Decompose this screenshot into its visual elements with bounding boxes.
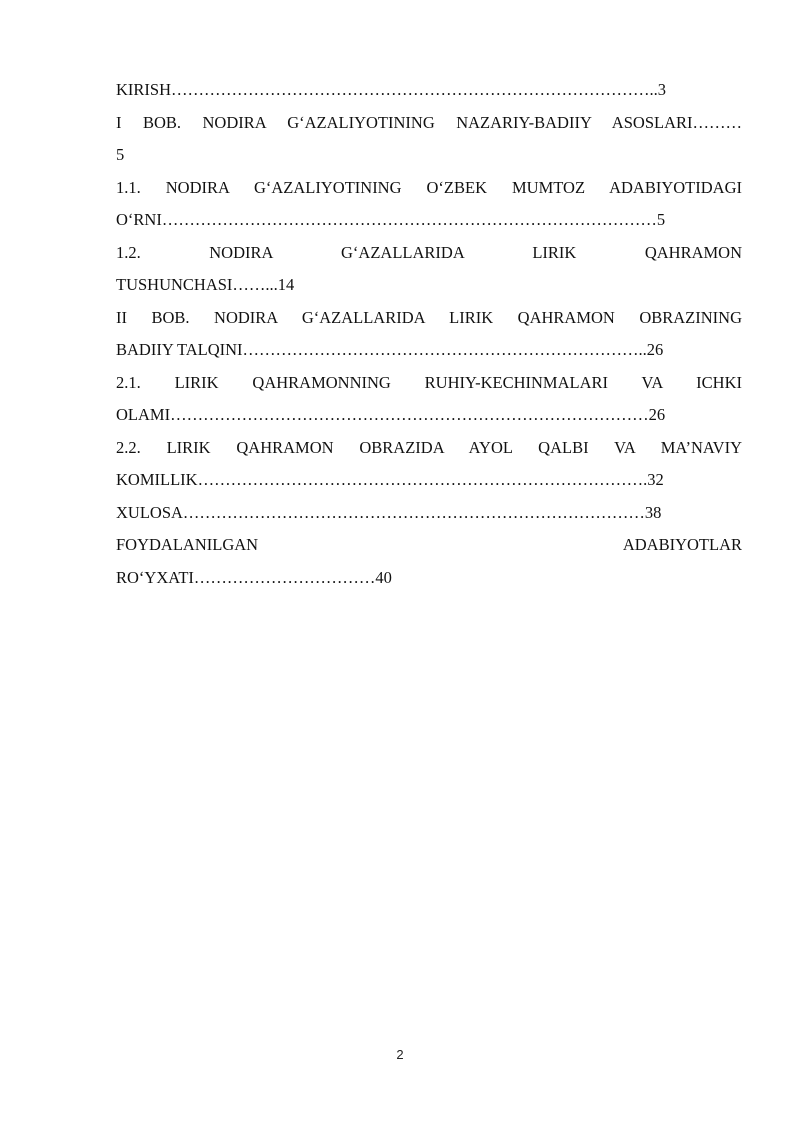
toc-entry-section-2-1-page: OLAMI……………………………………………………………………………26	[116, 405, 666, 424]
toc-entry-references-title: FOYDALANILGAN ADABIYOTLAR	[116, 535, 742, 554]
toc-entry-section-1-1-page: O‘RNI………………………………………………………………………………5	[116, 210, 666, 229]
toc-entry-section-1-2-page: TUSHUNCHASI……...14	[116, 275, 295, 294]
toc-entry-section-2-1-title: 2.1. LIRIK QAHRAMONNING RUHIY-KECHINMALARI VA ICHKI	[116, 372, 742, 392]
toc-entry-kirish: KIRISH……………………………………………………………………………..3	[116, 80, 667, 99]
page-number: 2	[396, 1047, 404, 1062]
toc-entry-references-page: RO‘YXATI……………………………40	[116, 567, 392, 587]
toc-entry-section-2-2-page: KOMILLIK……………………………………………………………………….32	[116, 470, 664, 489]
table-of-contents	[116, 74, 742, 594]
toc-entry-section-1-1-title: 1.1. NODIRA G‘AZALIYOTINING O‘ZBEK MUMTOZ ADABIYOTIDAGI	[116, 177, 742, 197]
toc-entry-section-2-2-title: 2.2. LIRIK QAHRAMON OBRAZIDA AYOL QALBI VA MA’NAVIY	[116, 437, 742, 457]
toc-entry-section-1-2-title: 1.2. NODIRA G‘AZALLARIDA LIRIK QAHRAMON	[116, 242, 742, 262]
toc-entry-chapter-1-page: 5	[116, 145, 125, 164]
toc-entry-xulosa: XULOSA…………………………………………………………………………38	[116, 502, 662, 522]
toc-entry-chapter-1-title: I BOB. NODIRA G‘AZALIYOTINING NAZARIY-BADIIY ASOSLARI………	[116, 112, 742, 132]
toc-entry-chapter-2-page: BADIIY TALQINI………………………………………………………………..26	[116, 340, 664, 359]
toc-entry-chapter-2-title: II BOB. NODIRA G‘AZALLARIDA LIRIK QAHRAMON OBRAZINING	[116, 307, 742, 327]
